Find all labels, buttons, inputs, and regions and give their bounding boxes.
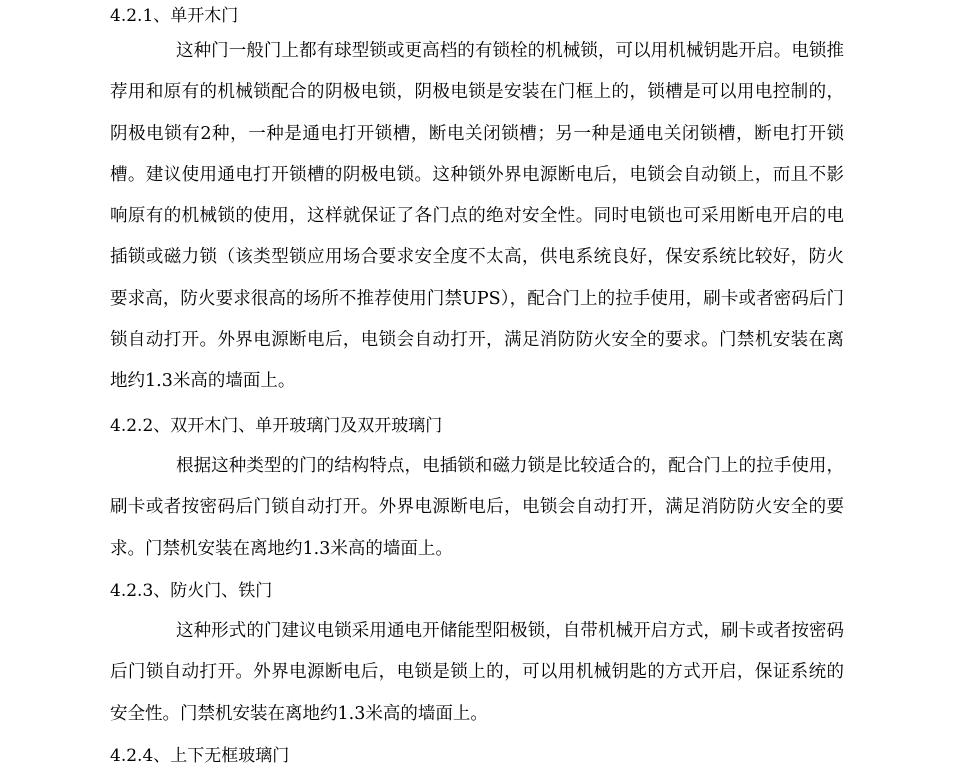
section-heading-4-2-1: 4.2.1、单开木门 xyxy=(110,6,239,26)
section-heading-4-2-2: 4.2.2、双开木门、单开玻璃门及双开玻璃门 xyxy=(110,416,443,436)
section-heading-4-2-3: 4.2.3、防火门、铁门 xyxy=(110,581,273,601)
section-paragraph-4-2-1: 这种门一般门上都有球型锁或更高档的有锁栓的机械锁，可以用机械钥匙开启。电锁推荐用和原有的机械锁配合的阴极电锁，阴极电锁是安装在门框上的，锁槽是可以用电控制的，阴极电锁有2种，一种是通电打开锁槽，断电关闭锁槽；另一种是通电关闭锁槽，断电打开锁槽。建议使用通电打开锁槽的阴极电锁。这种锁外界电源断电后，电锁会自动锁上，而且不影响原有的机械锁的使用，这样就保证了各门点的绝对安全性。同时电锁也可采用断电开启的电插锁或磁力锁（该类型锁应用场合要求安全度不太高，供电系统良好，保安系统比较好，防火要求高，防火要求很高的场所不推荐使用门禁UPS），配合门上的拉手使用，刷卡或者密码后门锁自动打开。外界电源断电后，电锁会自动打开，满足消防防火安全的要求。门禁机安装在离地约1.3米高的墙面上。 xyxy=(110,41,844,392)
section-heading-4-2-4: 4.2.4、上下无框玻璃门 xyxy=(110,746,290,766)
section-paragraph-4-2-3: 这种形式的门建议电锁采用通电开储能型阳极锁，自带机械开启方式，刷卡或者按密码后门锁自动打开。外界电源断电后，电锁是锁上的，可以用机械钥匙的方式开启，保证系统的安全性。门禁机安装在离地约1.3米高的墙面上。 xyxy=(110,621,844,724)
section-paragraph-4-2-2: 根据这种类型的门的结构特点，电插锁和磁力锁是比较适合的，配合门上的拉手使用，刷卡或者按密码后门锁自动打开。外界电源断电后，电锁会自动打开，满足消防防火安全的要求。门禁机安装在离地约1.3米高的墙面上。 xyxy=(110,456,844,559)
